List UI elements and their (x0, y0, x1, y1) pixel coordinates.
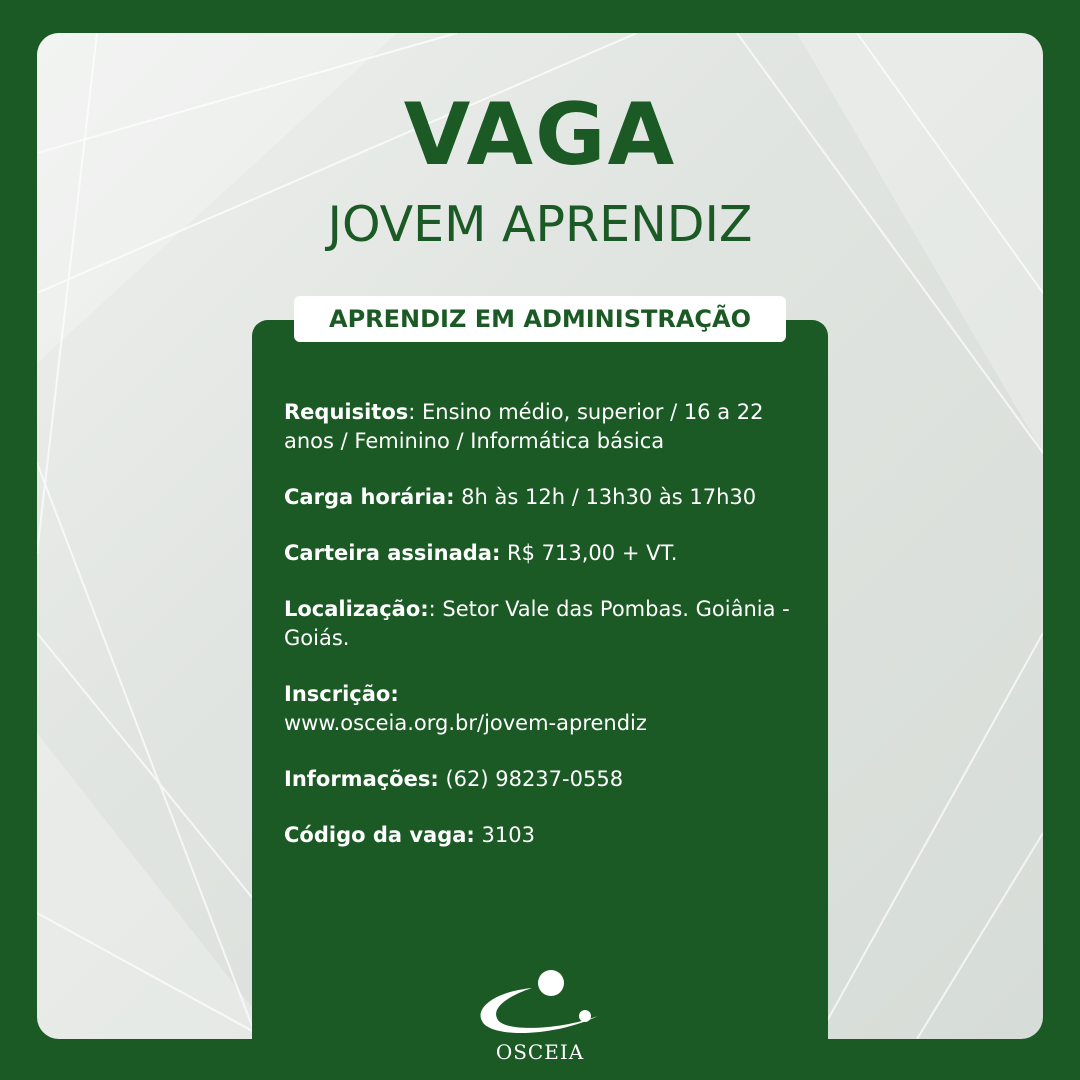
schedule-value: 8h às 12h / 13h30 às 17h30 (454, 485, 757, 509)
job-code-value: 3103 (474, 823, 535, 847)
registration-label: Inscrição: (284, 682, 399, 706)
requirements-row (284, 398, 814, 456)
schedule-row (284, 483, 814, 512)
job-role-badge: APRENDIZ EM ADMINISTRAÇÃO (294, 296, 786, 342)
salary-value: R$ 713,00 + VT. (500, 541, 678, 565)
location-value: : Setor Vale das Pombas. Goiânia - Goiás. (284, 597, 790, 650)
page-subtitle: JOVEM APRENDIZ (327, 196, 753, 253)
requirements-label: Requisitos (284, 400, 409, 424)
job-code-label: Código da vaga: (284, 823, 475, 847)
location-row (284, 595, 814, 653)
registration-row (284, 680, 814, 738)
contact-label: Informações: (284, 767, 439, 791)
requirements-value: : Ensino médio, superior / 16 a 22 anos / Feminino / Informática básica (284, 400, 764, 453)
schedule-label: Carga horária: (284, 485, 455, 509)
location-label: Localização: (284, 597, 429, 621)
salary-label: Carteira assinada: (284, 541, 501, 565)
job-code-row (284, 821, 814, 850)
salary-row (284, 539, 814, 568)
contact-row (284, 765, 814, 794)
page-title: VAGA (403, 85, 677, 185)
contact-phone: (62) 98237-0558 (438, 767, 624, 791)
registration-link[interactable]: www.osceia.org.br/jovem-aprendiz (284, 711, 647, 735)
job-details-list (284, 398, 814, 877)
logo-wordmark: OSCEIA (495, 1040, 585, 1064)
